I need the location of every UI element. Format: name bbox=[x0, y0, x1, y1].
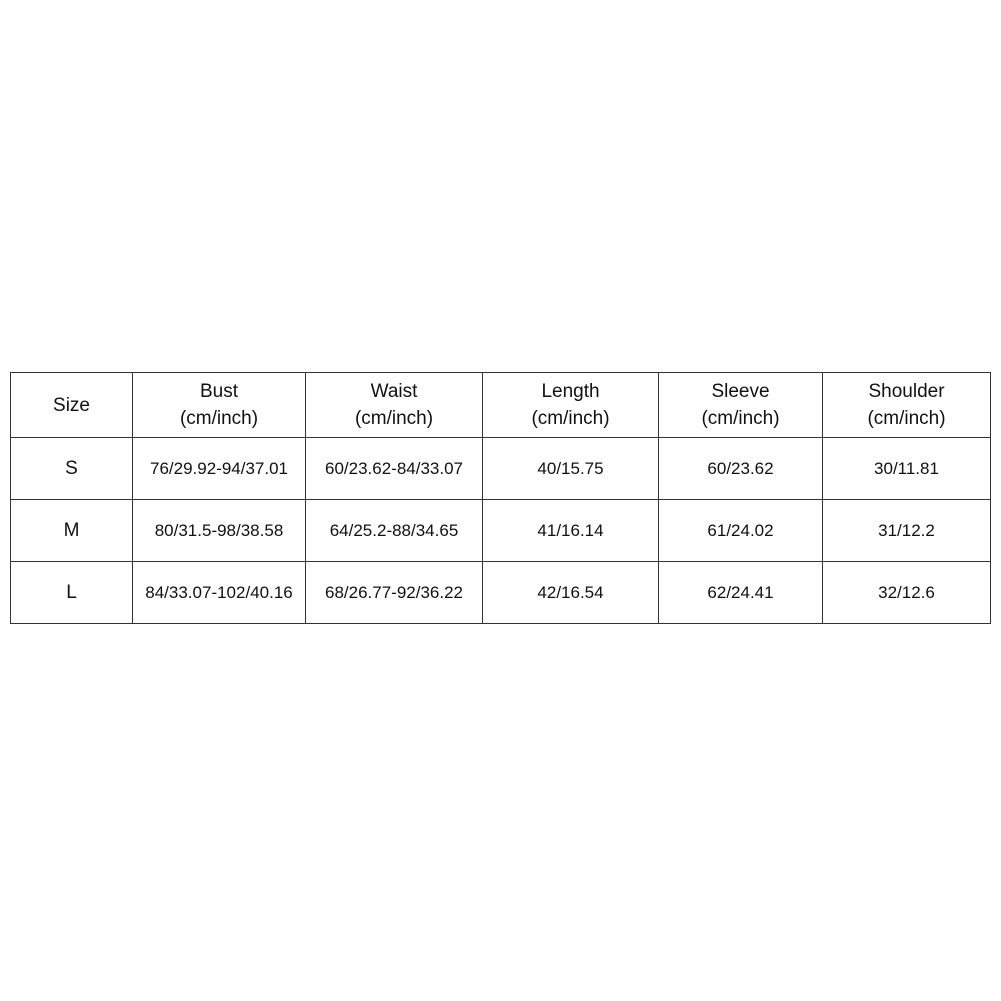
cell-waist: 64/25.2-88/34.65 bbox=[306, 500, 483, 562]
header-shoulder-unit: (cm/inch) bbox=[867, 408, 946, 429]
cell-length: 41/16.14 bbox=[483, 500, 659, 562]
header-shoulder-label: Shoulder bbox=[868, 381, 945, 402]
header-row bbox=[11, 373, 991, 438]
header-sleeve-label: Sleeve bbox=[711, 381, 770, 402]
cell-bust: 76/29.92-94/37.01 bbox=[133, 438, 306, 500]
cell-size: L bbox=[11, 562, 133, 624]
cell-size: S bbox=[11, 438, 133, 500]
cell-shoulder: 32/12.6 bbox=[823, 562, 991, 624]
header-shoulder bbox=[823, 373, 991, 438]
size-chart-table bbox=[10, 372, 991, 624]
header-waist-label: Waist bbox=[370, 381, 418, 402]
header-size bbox=[11, 373, 133, 438]
header-length-label: Length bbox=[541, 381, 600, 402]
cell-sleeve: 60/23.62 bbox=[659, 438, 823, 500]
header-bust bbox=[133, 373, 306, 438]
cell-length: 42/16.54 bbox=[483, 562, 659, 624]
cell-bust: 80/31.5-98/38.58 bbox=[133, 500, 306, 562]
cell-length: 40/15.75 bbox=[483, 438, 659, 500]
header-waist-unit: (cm/inch) bbox=[354, 408, 434, 429]
cell-size: M bbox=[11, 500, 133, 562]
header-bust-unit: (cm/inch) bbox=[179, 408, 259, 429]
header-length bbox=[483, 373, 659, 438]
header-size-label: Size bbox=[53, 394, 90, 416]
header-bust-label: Bust bbox=[199, 381, 239, 402]
table-row bbox=[11, 500, 991, 562]
cell-shoulder: 30/11.81 bbox=[823, 438, 991, 500]
cell-waist: 68/26.77-92/36.22 bbox=[306, 562, 483, 624]
cell-shoulder: 31/12.2 bbox=[823, 500, 991, 562]
table-row bbox=[11, 438, 991, 500]
header-sleeve-unit: (cm/inch) bbox=[701, 408, 780, 429]
cell-sleeve: 61/24.02 bbox=[659, 500, 823, 562]
header-waist bbox=[306, 373, 483, 438]
cell-sleeve: 62/24.41 bbox=[659, 562, 823, 624]
header-sleeve bbox=[659, 373, 823, 438]
header-length-unit: (cm/inch) bbox=[531, 408, 610, 429]
cell-waist: 60/23.62-84/33.07 bbox=[306, 438, 483, 500]
cell-bust: 84/33.07-102/40.16 bbox=[133, 562, 306, 624]
table-row bbox=[11, 562, 991, 624]
